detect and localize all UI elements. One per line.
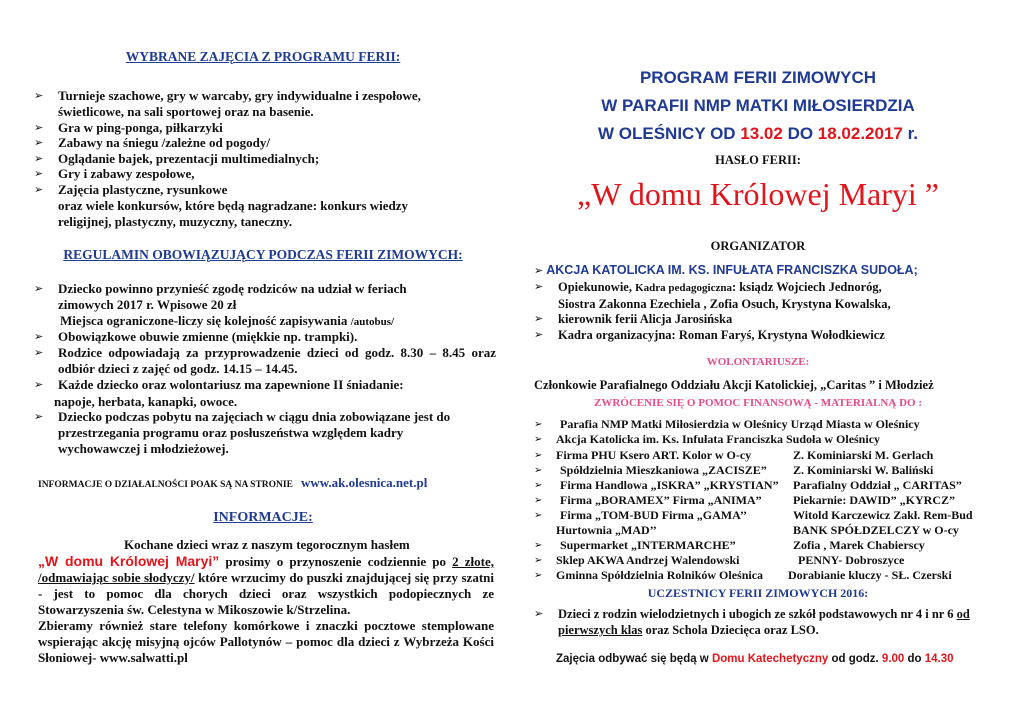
arrow-bullet-icon: ➢ [534,329,544,341]
program-item: ➢ Zabawy na śniegu /zależne od pogody/ [34,135,271,150]
rule-item: ➢ Obowiązkowe obuwie zmienne (miękkie np. trampki). [34,329,358,344]
arrow-bullet-icon: ➢ [34,411,44,423]
sponsor-item: Firma Handlowa „ISKRA” „KRYSTIAN” [560,478,779,492]
arrow-bullet-icon: ➢ [34,184,44,196]
arrow-bullet-icon: ➢ [34,137,44,149]
sponsor-item: Gminna Spółdzielnia Rolników Oleśnica [556,568,764,582]
arrow-bullet-icon: ➢ [34,379,44,391]
sponsor-item-right: Z. Kominiarski M. Gerlach [793,448,934,462]
arrow-bullet-icon: ➢ [34,122,44,134]
sponsor-item: Supermarket „INTERMARCHE” [560,538,736,552]
sponsor-item-right: Witold Karczewicz Zakł. Rem-Bud [793,508,973,522]
participants: ➢ Dzieci z rodzin wielodzietnych i ubogich ze szkół podstawowych nr 4 i nr 6 od pierwszych klas oraz Schola Dziecięca oraz LSO. [534,607,970,637]
sponsor-item: Firma „TOM-BUD Firma „GAMA’’ [560,508,747,522]
rules-heading: REGULAMIN OBOWIĄZUJĄCY PODCZAS FERII ZIMOWYCH: [63,247,463,262]
arrow-bullet-icon: ➢ [534,510,543,521]
arrow-bullet-icon: ➢ [534,495,543,506]
sponsor-item-right: Parafialny Oddział „ CARITAS” [793,478,962,492]
program-extra: oraz wiele konkursów, które będą nagradzane: konkurs wiedzy religijnej, plastyczny, muzyczny, taneczny. [58,198,409,229]
arrow-bullet-icon: ➢ [534,281,544,293]
sponsor-item-right: BANK SPÓŁDZELCZY w O-cy [793,523,959,537]
arrow-bullet-icon: ➢ [534,450,543,461]
volunteers-heading: WOLONTARIUSZE: [706,356,810,368]
footer-note: Zajęcia odbywać się będą w Domu Katechetyczny od godz. 9.00 do 14.30 [556,653,954,665]
arrow-bullet-icon: ➢ [34,347,44,359]
volunteers-text: Członkowie Parafialnego Oddziału Akcji Katolickiej, „Caritas ” i Młodzież [534,378,934,392]
participants-heading: UCZESTNICY FERII ZIMOWYCH 2016: [647,586,869,600]
sponsor-item: Firma PHU Ksero ART. Kolor w O-cy [556,448,752,462]
page-title: PROGRAM FERII ZIMOWYCH W PARAFII NMP MATKI MIŁOSIERDZIA W OLEŚNICY OD 13.02 DO 18.02.2017 r. [597,68,919,143]
slogan: „W domu Królowej Maryi” [38,553,220,569]
sponsor-item: Akcja Katolicka im. Ks. Infułata Franciszka Sudoła w Oleśnicy [556,432,881,446]
arrow-bullet-icon: ➢ [34,168,44,180]
arrow-bullet-icon: ➢ [534,608,544,620]
program-item: ➢ Turnieje szachowe, gry w warcaby, gry indywidualne i zespołowe, świetlicowe, na sali sportowej oraz na basenie. [34,88,421,119]
sponsor-item: Spółdzielnia Mieszkaniowa „ZACISZE” [560,463,767,477]
rule-item: ➢ Każde dziecko oraz wolontariusz ma zapewnione II śniadanie: [34,377,404,392]
sponsor-item: Firma „BORAMEX” Firma „ANIMA” [560,493,762,507]
caretakers: ➢ Opiekunowie, Kadra pedagogiczna: ksiądz Wojciech Jednoróg, Siostra Zakonna Ezechiela , Zofia Osuch, Krystyna Kowalska, [534,280,891,311]
manager: ➢ kierownik ferii Alicja Jarosińska [534,312,733,326]
arrow-bullet-icon: ➢ [534,313,544,325]
motto-label: HASŁO FERII: [715,153,801,167]
arrow-bullet-icon: ➢ [34,331,44,343]
arrow-bullet-icon: ➢ [34,283,44,295]
arrow-bullet-icon: ➢ [534,555,543,566]
sponsor-item: Parafia NMP Matki Miłosierdzia w Oleśnicy Urząd Miasta w Oleśnicy [560,417,920,431]
rule-note: Miejsca ograniczone-liczy się kolejność zapisywania /autobus/ [60,313,395,328]
program-item: ➢ Oglądanie bajek, prezentacji multimedialnych; [34,151,320,166]
program-item: ➢ Gry i zabawy zespołowe, [34,166,195,181]
org-staff: ➢ Kadra organizacyjna: Roman Faryś, Krystyna Wołodkiewicz [534,328,885,342]
arrow-bullet-icon: ➢ [34,153,44,165]
arrow-bullet-icon: ➢ [34,90,44,102]
rule-item: ➢ Dziecko podczas pobytu na zajęciach w ciągu dnia zobowiązane jest do przestrzegania programu oraz posłuszeństwa względem kadry wychowawczej i młodzieżowej. [34,409,451,456]
organizer-label: ORGANIZATOR [710,239,806,253]
website-link[interactable]: www.ak.olesnica.net.pl [300,475,428,490]
program-item: ➢ Zajęcia plastyczne, rysunkowe [34,182,228,197]
sponsor-item: Hurtownia „MAD’’ [556,523,657,537]
program-item: ➢ Gra w ping-ponga, piłkarzyki [34,120,223,135]
info-heading: INFORMACJE: [213,510,313,525]
support-heading: ZWRÓCENIE SIĘ O POMOC FINANSOWĄ - MATERIALNĄ DO : [594,397,922,409]
sponsor-item-right: Dorabianie kluczy - SŁ. Czerski [788,568,952,582]
left-column [28,0,498,724]
info-line: INFORMACJE O DZIAŁALNOŚCI POAK SĄ NA STRONIE www.ak.olesnica.net.pl [38,475,428,490]
motto: „W domu Królowej Maryi ” [577,176,939,212]
arrow-bullet-icon: ➢ [534,465,543,476]
arrow-bullet-icon: ➢ [534,419,543,430]
info-paragraph: Kochane dzieci wraz z naszym tegorocznym hasłem „W domu Królowej Maryi” prosimy o przynoszenie codziennie po 2 złote, /odmawiając sobie słodyczy/ które wrzucimy do puszki znajdującej się przy szatni - jest to pomoc dla chorych dzieci oraz wszystkich podopiecznych ze Stowarzyszenia św. Celestyna w Mikoszowie k/Strzelina. Zbieramy również stare telefony komórkowe i znaczki pocztowe stemplowane wspierając akcję misyjną ojców Pallotynów – pomoc dla dzieci z Wybrzeża Kości Słoniowej- www.salwatti.pl [38,537,495,665]
rule-note: napoje, herbata, kanapki, owoce. [54,394,238,409]
program-heading: WYBRANE ZAJĘCIA Z PROGRAMU FERII: [125,49,401,64]
rule-item: ➢ Dziecko powinno przynieść zgodę rodziców na udział w feriach zimowych 2017 r. Wpisowe 20 zł [34,281,407,312]
arrow-bullet-icon: ➢ [534,540,543,551]
sponsor-item: Sklep AKWA Andrzej Walendowski [556,553,740,567]
sponsor-item-right: Z. Kominiarski W. Baliński [793,463,934,477]
rule-item: ➢ Rodzice odpowiadają za przyprowadzenie dzieci od godz. 8.30 – 8.45 oraz odbiór dzieci z zajęć od godz. 14.15 – 14.45. [34,345,496,376]
sponsor-item-right: Piekarnie: DAWID” „KYRCZ” [793,493,955,507]
right-column [520,0,996,724]
sponsor-item-right: PENNY- Dobroszyce [798,553,905,567]
sponsor-item-right: Zofia , Marek Chabierscy [793,538,925,552]
arrow-bullet-icon: ➢ [534,265,544,277]
arrow-bullet-icon: ➢ [534,570,543,581]
organizer-name: ➢ AKCJA KATOLICKA IM. KS. INFUŁATA FRANCISZKA SUDOŁA; [534,263,918,277]
arrow-bullet-icon: ➢ [534,434,543,445]
arrow-bullet-icon: ➢ [534,480,543,491]
